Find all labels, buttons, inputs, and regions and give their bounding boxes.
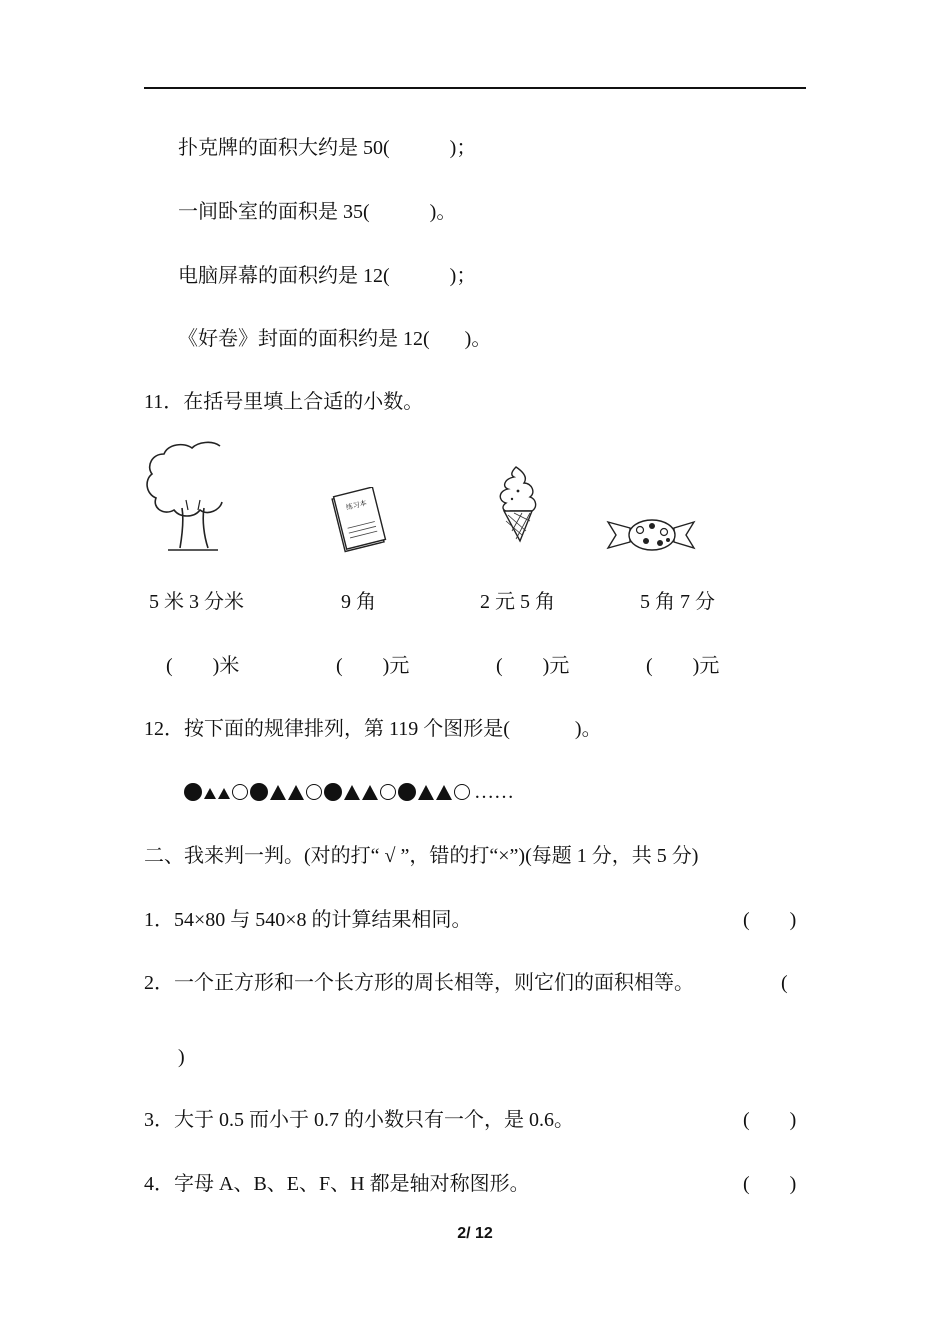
- open-circle-icon: [454, 784, 470, 800]
- judge-blank-2-close[interactable]: ): [178, 1046, 185, 1068]
- header-rule: [144, 87, 806, 89]
- answer-blank-tree[interactable]: ( )米: [166, 655, 240, 677]
- ellipsis: ……: [474, 780, 514, 803]
- filled-circle-icon: [250, 783, 268, 801]
- small-triangle-icon: [204, 788, 216, 799]
- notebook-icon: [328, 487, 392, 553]
- open-circle-icon: [232, 784, 248, 800]
- triangle-icon: [362, 785, 378, 800]
- question-11: 11．在括号里填上合适的小数。: [144, 391, 424, 413]
- filled-circle-icon: [324, 783, 342, 801]
- shape-sequence: [184, 779, 514, 805]
- filled-circle-icon: [398, 783, 416, 801]
- section-2-heading: 二、我来判一判。(对的打“ √ ”，错的打“×”)(每题 1 分，共 5 分): [144, 845, 699, 867]
- fill-line-playing-card: 扑克牌的面积大约是 50( )；: [178, 137, 477, 159]
- triangle-icon: [418, 785, 434, 800]
- filled-circle-icon: [184, 783, 202, 801]
- triangle-icon: [344, 785, 360, 800]
- open-circle-icon: [380, 784, 396, 800]
- fill-line-cover: 《好卷》封面的面积约是 12( )。: [178, 328, 492, 350]
- value-ice-cream: 2 元 5 角: [480, 591, 555, 613]
- value-tree: 5 米 3 分米: [149, 591, 244, 613]
- triangle-icon: [270, 785, 286, 800]
- answer-blank-candy[interactable]: ( )元: [646, 655, 720, 677]
- judge-item-3: 3．大于 0.5 而小于 0.7 的小数只有一个，是 0.6。: [144, 1109, 574, 1131]
- answer-blank-notebook[interactable]: ( )元: [336, 655, 410, 677]
- open-circle-icon: [306, 784, 322, 800]
- triangle-icon: [436, 785, 452, 800]
- small-triangle-icon: [218, 788, 230, 799]
- fill-line-bedroom: 一间卧室的面积是 35( )。: [178, 201, 457, 223]
- triangle-icon: [288, 785, 304, 800]
- judge-blank-3[interactable]: ( ): [743, 1109, 797, 1131]
- value-candy: 5 角 7 分: [640, 591, 715, 613]
- ice-cream-icon: [492, 465, 540, 545]
- judge-blank-2-open[interactable]: (: [781, 972, 788, 994]
- notebook-label: 练习本: [345, 499, 368, 512]
- page-number: 2/ 12: [457, 1225, 493, 1242]
- fill-line-screen: 电脑屏幕的面积约是 12( )；: [178, 265, 477, 287]
- judge-blank-1[interactable]: ( ): [743, 909, 797, 931]
- answer-blank-ice-cream[interactable]: ( )元: [496, 655, 570, 677]
- question-12: 12．按下面的规律排列，第 119 个图形是( )。: [144, 718, 602, 740]
- candy-icon: [606, 514, 696, 554]
- tree-icon: [142, 440, 226, 552]
- judge-blank-4[interactable]: ( ): [743, 1173, 797, 1195]
- judge-item-1: 1．54×80 与 540×8 的计算结果相同。: [144, 909, 472, 931]
- judge-item-2: 2．一个正方形和一个长方形的周长相等，则它们的面积相等。: [144, 972, 694, 994]
- value-notebook: 9 角: [341, 591, 376, 613]
- judge-item-4: 4．字母 A、B、E、F、H 都是轴对称图形。: [144, 1173, 530, 1195]
